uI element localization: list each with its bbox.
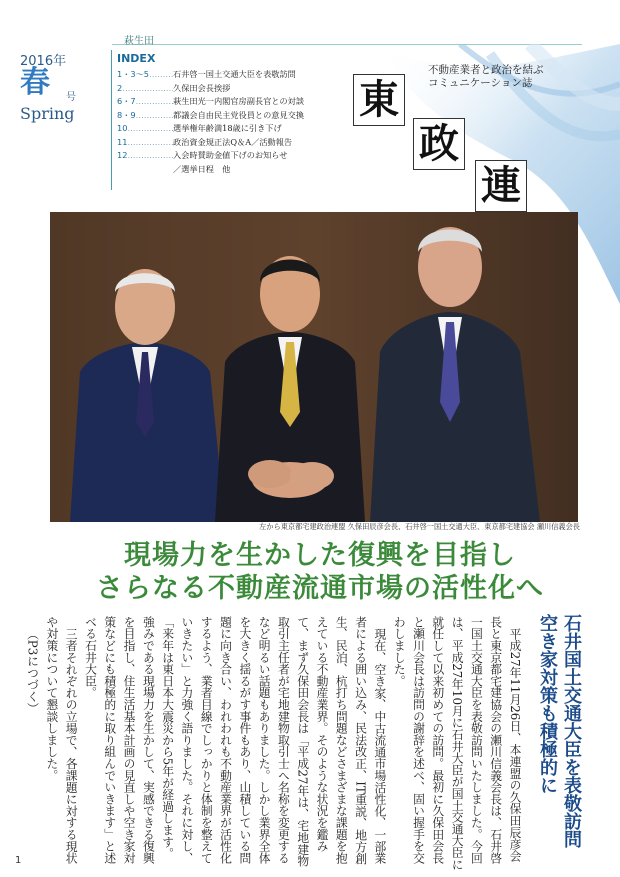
masthead-slogan: 不動産業者と政治を結ぶ コミュニケーション誌 — [428, 64, 544, 89]
headline-line-2: さらなる不動産流通市場の活性化へ — [96, 573, 544, 604]
author-tag: 萩生田 — [124, 36, 154, 47]
issue-season: 春 — [20, 65, 50, 100]
photo-caption: 左から東京都宅建政治連盟 久保田辰彦会長、石井啓一国土交通大臣、東京都宅建協会 瀬川信義会長 — [259, 522, 580, 531]
table-of-contents — [111, 50, 351, 210]
issue-season-en: Spring — [20, 104, 75, 123]
headline-line-1: 現場力を生かした復興を目指し — [124, 540, 516, 571]
cover-photo — [50, 212, 578, 522]
toc-item[interactable]: 2 …………………… 久保田会長挨拶 — [117, 82, 357, 96]
article-paragraph: 三者それぞれの立場で、各課題に対する現状や対策について懇談しました。 — [44, 616, 79, 864]
article-paragraph: 平成27年11月26日、本連盟の久保田辰彦会長と東京都宅建協会の瀬川信義会長は、石井啓一国土交通大臣を表敬訪問いたしました。今回は、平成27年10月に石井大臣が国土交通大臣に就任して以来初めての訪問。最初に久保田会長と瀬川会長は訪問の謝辞を述べ、固い握手を交わしました。 — [392, 616, 522, 871]
toc-item: ／選挙日程 他 — [173, 163, 231, 174]
cover-photo-illustration — [50, 212, 578, 522]
article-body — [25, 616, 524, 871]
toc-list — [117, 68, 357, 176]
toc-title: INDEX — [117, 52, 156, 65]
toc-item[interactable]: 1・3〜5 …………………… 石井啓一国土交通大臣を表敬訪問 — [117, 68, 357, 82]
main-headline — [60, 539, 580, 605]
issue-year: 2016年 — [20, 54, 67, 69]
toc-item[interactable]: 8・9 …………………… 都議会自由民主党役員との意見交換 — [117, 109, 357, 123]
toc-item[interactable]: 11 …………………… 政治資金規正法Q＆A／活動報告 — [117, 136, 357, 150]
article-subhead-2: 空き家対策も積極的に — [537, 614, 558, 794]
title-char-2: 政 — [413, 118, 465, 170]
page-number: 1 — [15, 855, 22, 866]
continued-note: （P3につづく） — [25, 627, 40, 715]
toc-item[interactable]: 6・7 …………………… 萩生田光一内閣官房副長官との対談 — [117, 95, 357, 109]
article-subhead-1: 石井国土交通大臣を表敬訪問 — [561, 614, 582, 848]
toc-item[interactable]: 10 …………………… 選挙権年齢満18歳に引き下げ — [117, 122, 357, 136]
masthead — [0, 0, 620, 212]
title-char-1: 東 — [353, 74, 405, 126]
title-char-3: 連 — [475, 160, 527, 212]
toc-divider — [111, 50, 112, 190]
article-paragraph: 現在、空き家、中古流通市場活性化、一部業者による囲い込み、民法改正、IT重説、地方創生、民泊、杭打ち問題などさまざまな課題を抱えている不動産業界。そのような状況を鑑みて、まず久保田会長は「平成27年は、宅地建物取引主任者が宅地建物取引士へ名称を変更するなど明るい話題もありました。しかし業界全体を大きく揺るがす事件もあり、山積している問題に向き合い、われわれも不動産業界が活性化するよう、業者目線でしっかりと体制を整えていきたい」と力強く語りました。それに対し、「来年は東日本大震災から5年が経過します。強みである現場力を生かして、実感できる復興を目指し、住生活基本計画の見直しや空き家対策などにも積極的に取り組んでいきます」と述べる石井大臣。 — [83, 616, 387, 868]
toc-item[interactable]: 12 …………………… 入会時賛助金値下げのお知らせ — [117, 149, 357, 163]
issue-season-suffix: 号 — [66, 92, 76, 103]
